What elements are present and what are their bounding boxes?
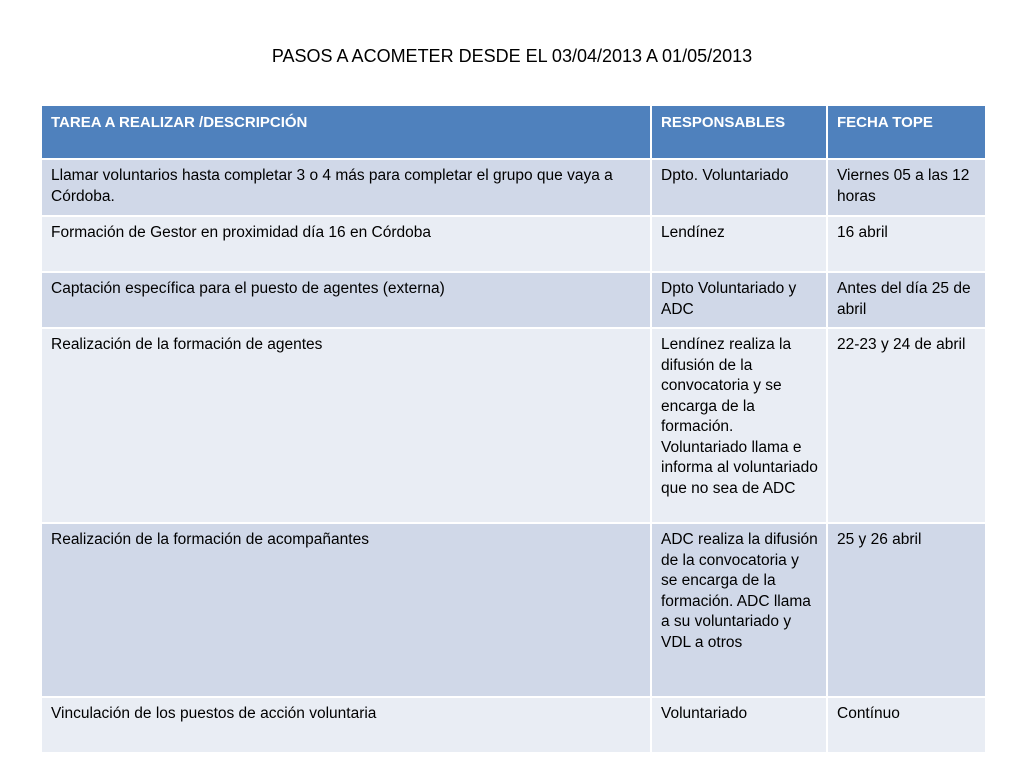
deadline-cell: Contínuo	[827, 697, 986, 753]
responsable-cell: Dpto Voluntariado y ADC	[651, 272, 827, 328]
task-cell: Captación específica para el puesto de agentes (externa)	[41, 272, 651, 328]
deadline-cell: 22-23 y 24 de abril	[827, 328, 986, 523]
responsable-cell: Dpto. Voluntariado	[651, 159, 827, 216]
task-cell: Llamar voluntarios hasta completar 3 o 4 más para completar el grupo que vaya a Córdoba.	[41, 159, 651, 216]
table-row	[41, 697, 986, 753]
header-responsables: RESPONSABLES	[651, 105, 827, 159]
deadline-cell: 25 y 26 abril	[827, 523, 986, 697]
task-cell: Vinculación de los puestos de acción voluntaria	[41, 697, 651, 753]
responsable-cell: ADC realiza la difusión de la convocatoria y se encarga de la formación. ADC llama a su voluntariado y VDL a otros	[651, 523, 827, 697]
table-row	[41, 328, 986, 523]
responsable-cell: Lendínez realiza la difusión de la convocatoria y se encarga de la formación. Voluntariado llama e informa al voluntariado que no sea de ADC	[651, 328, 827, 523]
table-row	[41, 523, 986, 697]
responsable-cell: Voluntariado	[651, 697, 827, 753]
responsable-cell: Lendínez	[651, 216, 827, 272]
table-row	[41, 272, 986, 328]
tasks-table	[40, 104, 987, 754]
deadline-cell: Antes del día 25 de abril	[827, 272, 986, 328]
task-cell: Realización de la formación de acompañantes	[41, 523, 651, 697]
header-fecha-tope: FECHA TOPE	[827, 105, 986, 159]
deadline-cell: 16 abril	[827, 216, 986, 272]
deadline-cell: Viernes 05 a las 12 horas	[827, 159, 986, 216]
task-cell: Formación de Gestor en proximidad día 16 en Córdoba	[41, 216, 651, 272]
header-task-description: TAREA A REALIZAR /DESCRIPCIÓN	[41, 105, 651, 159]
task-cell: Realización de la formación de agentes	[41, 328, 651, 523]
table-row	[41, 216, 986, 272]
table-row	[41, 159, 986, 216]
table-header-row	[41, 105, 986, 159]
slide-title: PASOS A ACOMETER DESDE EL 03/04/2013 A 01/05/2013	[271, 46, 753, 66]
